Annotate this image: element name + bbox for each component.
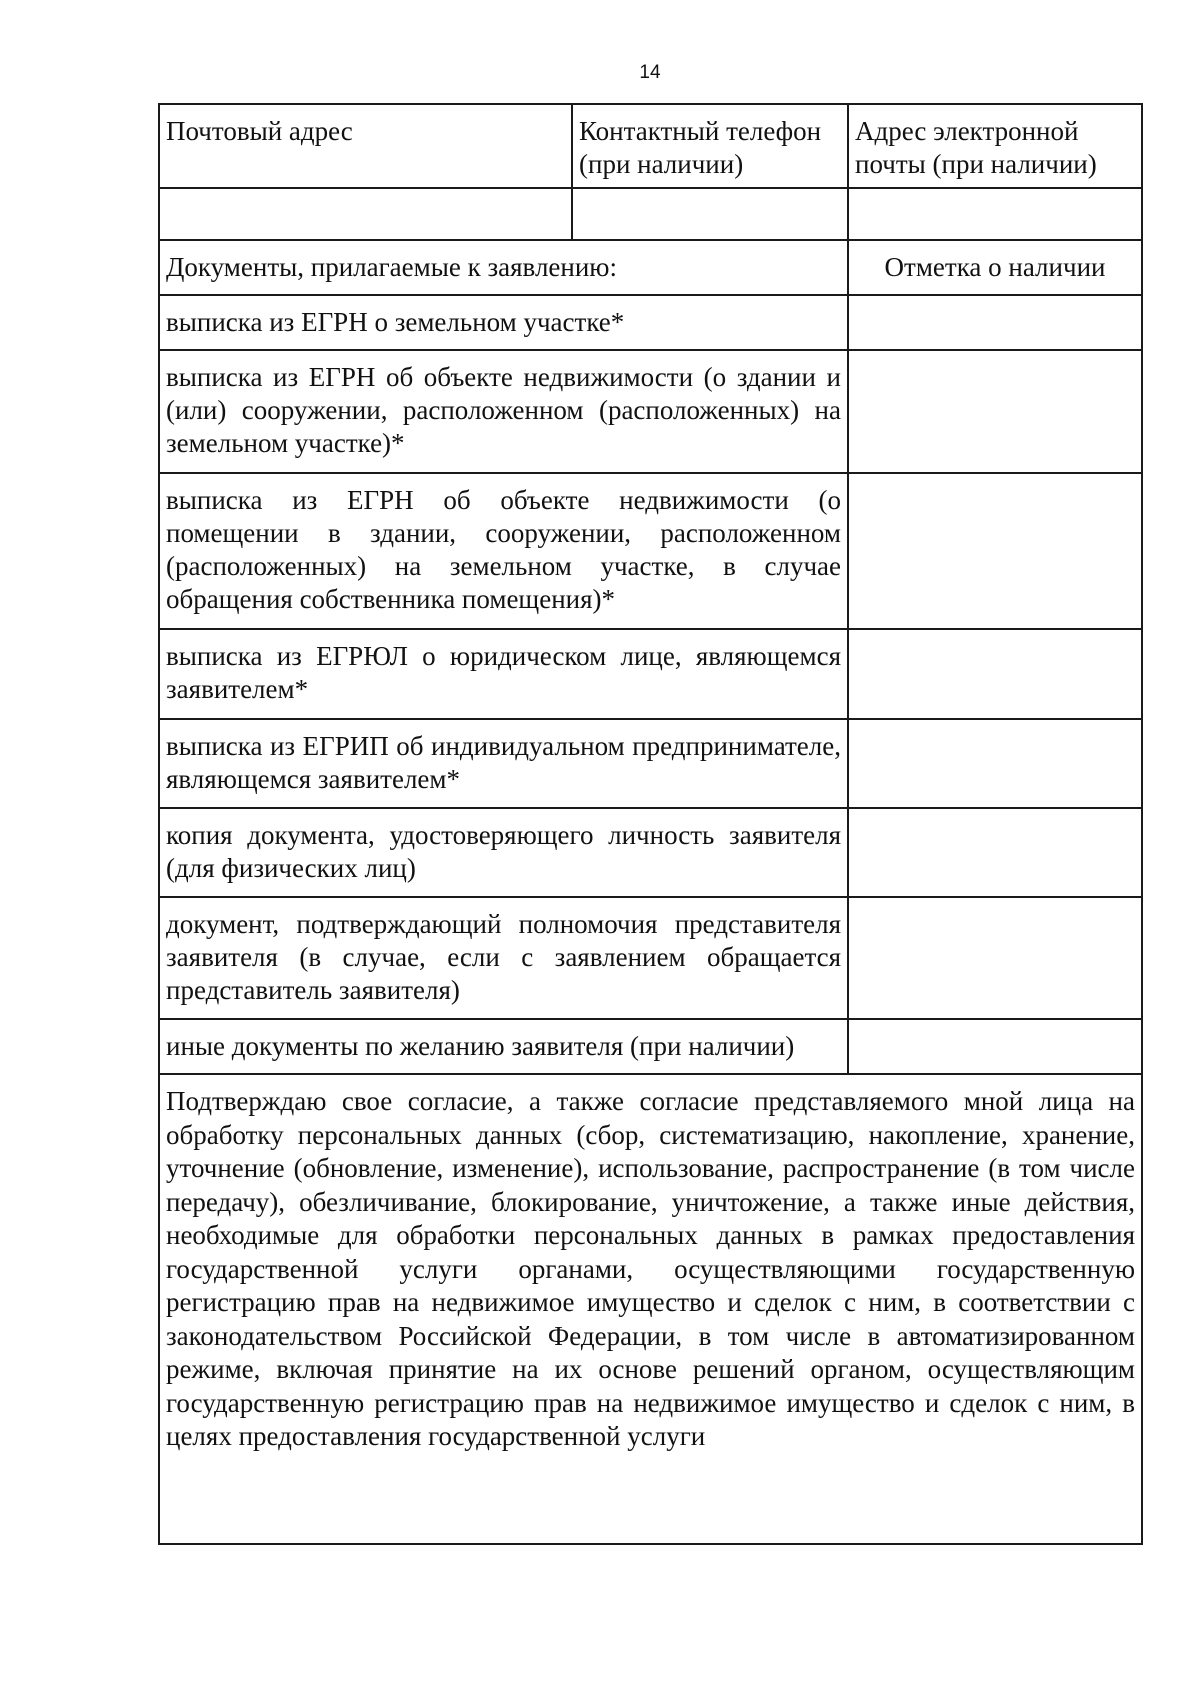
- document-mark-cell[interactable]: [848, 473, 1142, 629]
- consent-text: Подтверждаю свое согласие, а также согласие представляемого мной лица на обработку персональных данных (сбор, систематизацию, накопление, хранение, уточнение (обновление, изменение), использование, распространение (в том числе передачу), обезличивание, блокирование, уничтожение, а также иные действия, необходимые для обработки персональных данных в рамках предоставления государственной услуги органами, осуществляющими государственную регистрацию прав на недвижимое имущество и сделок с ним, в соответствии с законодательством Российской Федерации, в том числе в автоматизированном режиме, включая принятие на их основе решений органом, осуществляющим государственную регистрацию прав на недвижимое имущество и сделок с ним, в целях предоставления государственной услуги: [159, 1074, 1142, 1544]
- consent-row: [159, 1074, 1142, 1544]
- document-label: выписка из ЕГРН об объекте недвижимости (о помещении в здании, сооружении, расположенном (расположенных) на земельном участке, в случае обращения собственника помещения)*: [159, 473, 848, 629]
- document-label: выписка из ЕГРЮЛ о юридическом лице, являющемся заявителем*: [159, 629, 848, 719]
- document-mark-cell[interactable]: [848, 897, 1142, 1019]
- document-row: [159, 1019, 1142, 1074]
- email-header: Адрес электронной почты (при наличии): [848, 104, 1142, 188]
- document-row: [159, 473, 1142, 629]
- phone-field[interactable]: [572, 188, 848, 240]
- documents-header-mark: Отметка о наличии: [848, 240, 1142, 295]
- document-label: выписка из ЕГРН о земельном участке*: [159, 295, 848, 350]
- document-row: [159, 897, 1142, 1019]
- document-mark-cell[interactable]: [848, 1019, 1142, 1074]
- document-mark-cell[interactable]: [848, 295, 1142, 350]
- document-row: [159, 629, 1142, 719]
- document-row: [159, 350, 1142, 473]
- document-mark-cell[interactable]: [848, 350, 1142, 473]
- document-label: иные документы по желанию заявителя (при наличии): [159, 1019, 848, 1074]
- document-label: документ, подтверждающий полномочия представителя заявителя (в случае, если с заявлением обращается представитель заявителя): [159, 897, 848, 1019]
- document-row: [159, 719, 1142, 808]
- document-label: выписка из ЕГРИП об индивидуальном предпринимателе, являющемся заявителем*: [159, 719, 848, 808]
- documents-header-title: Документы, прилагаемые к заявлению:: [159, 240, 848, 295]
- postal-address-field[interactable]: [159, 188, 572, 240]
- document-row: [159, 295, 1142, 350]
- page-number: 14: [639, 62, 661, 83]
- document-row: [159, 808, 1142, 897]
- document-label: копия документа, удостоверяющего личность заявителя (для физических лиц): [159, 808, 848, 897]
- contact-values-row: [159, 188, 1142, 240]
- contact-header-row: [159, 104, 1142, 188]
- application-form-table: [158, 103, 1143, 1545]
- email-field[interactable]: [848, 188, 1142, 240]
- document-label: выписка из ЕГРН об объекте недвижимости (о здании и (или) сооружении, расположенном (расположенных) на земельном участке)*: [159, 350, 848, 473]
- documents-header-row: [159, 240, 1142, 295]
- phone-header: Контактный телефон (при наличии): [572, 104, 848, 188]
- postal-address-header: Почтовый адрес: [159, 104, 572, 188]
- document-mark-cell[interactable]: [848, 719, 1142, 808]
- document-mark-cell[interactable]: [848, 629, 1142, 719]
- document-mark-cell[interactable]: [848, 808, 1142, 897]
